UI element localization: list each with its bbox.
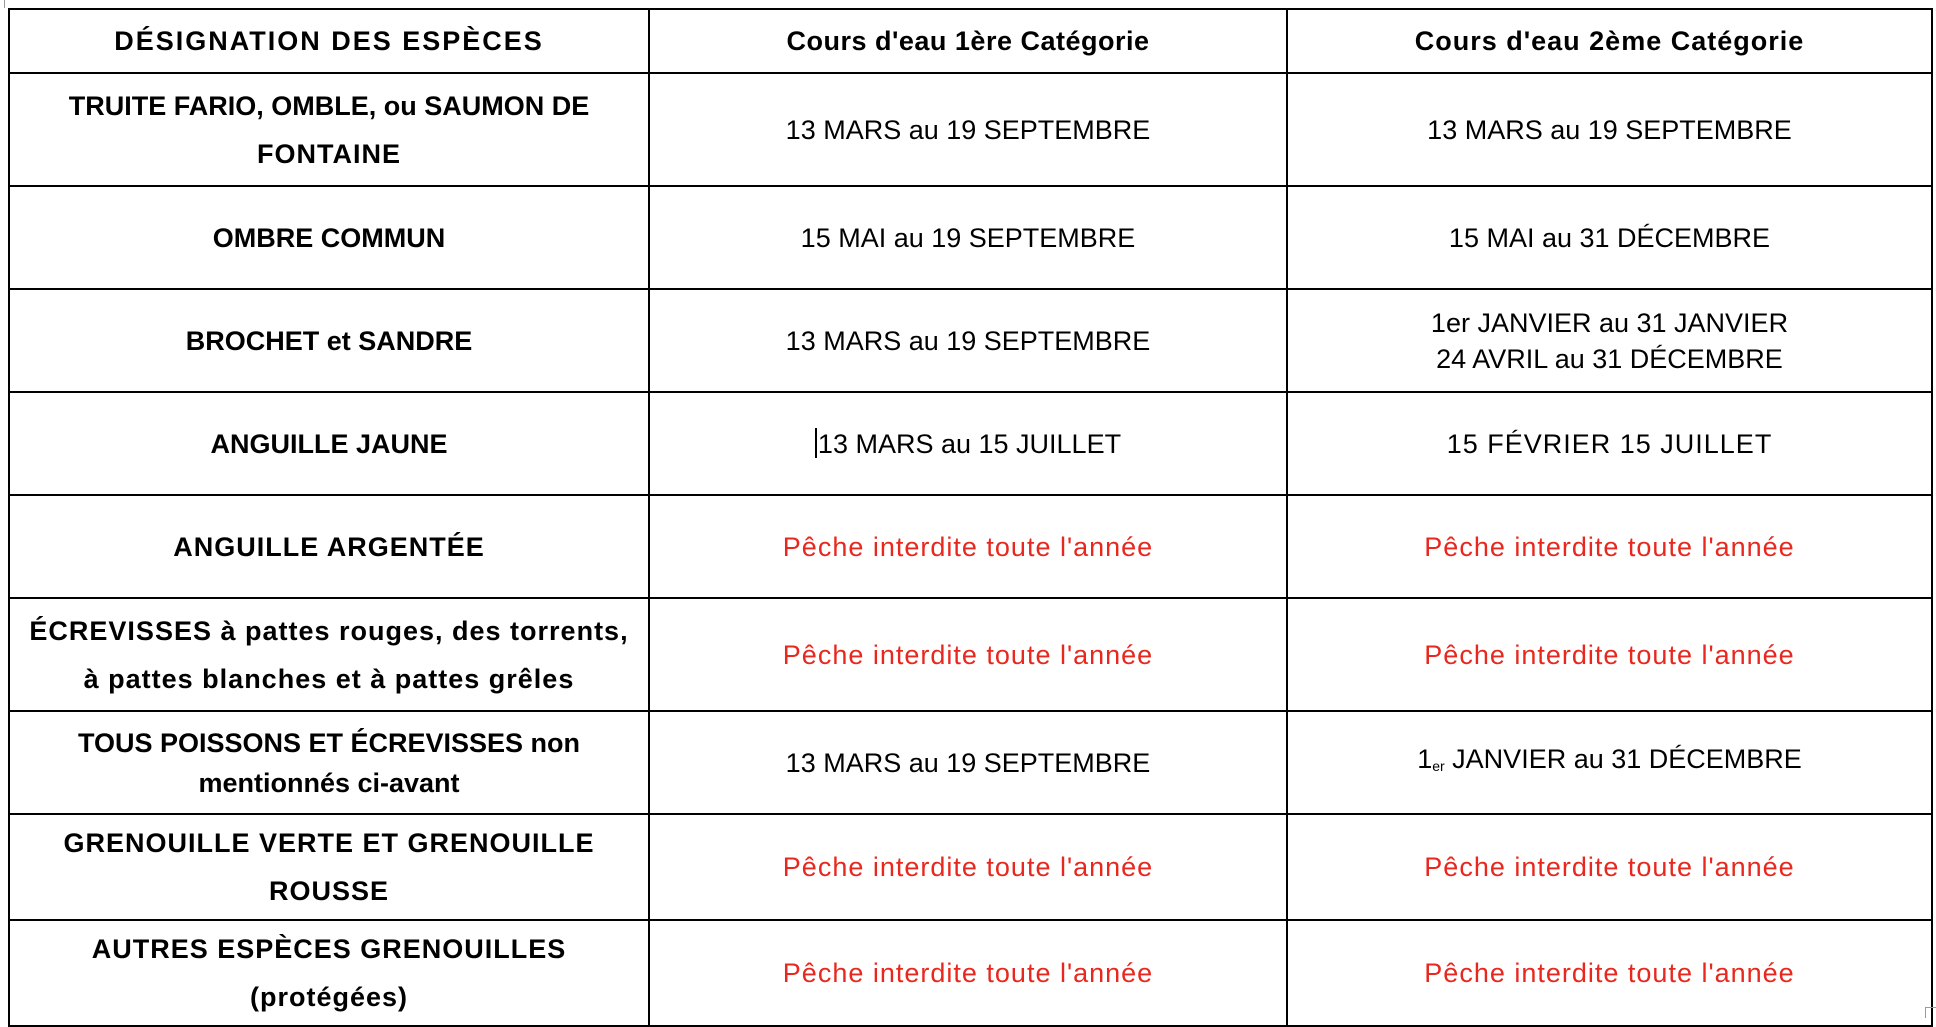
category-2-fishing-ban: Pêche interdite toute l'année bbox=[1287, 598, 1932, 711]
fishing-periods-table-wrapper bbox=[8, 8, 1933, 1027]
category-1-period: 15 MAI au 19 SEPTEMBRE bbox=[649, 186, 1287, 289]
text-cursor-caret bbox=[815, 428, 817, 458]
species-cell bbox=[9, 495, 649, 598]
species-cell bbox=[9, 392, 649, 495]
category-1-fishing-ban: Pêche interdite toute l'année bbox=[649, 598, 1287, 711]
table-header-row bbox=[9, 9, 1932, 73]
category-2-period bbox=[1287, 289, 1932, 392]
species-line: mentionnés ci-avant bbox=[198, 767, 460, 798]
period-rest: JANVIER au 31 DÉCEMBRE bbox=[1444, 744, 1802, 774]
species-line: TOUS POISSONS ET ÉCREVISSES non bbox=[77, 727, 581, 758]
species-cell bbox=[9, 598, 649, 711]
category-2-fishing-ban: Pêche interdite toute l'année bbox=[1287, 920, 1932, 1026]
period-line: 1er JANVIER au 31 JANVIER bbox=[1430, 307, 1789, 338]
species-cell bbox=[9, 920, 649, 1026]
header-category-2: Cours d'eau 2ème Catégorie bbox=[1287, 9, 1932, 73]
species-cell bbox=[9, 186, 649, 289]
ordinal-suffix: er bbox=[1432, 758, 1445, 774]
species-cell bbox=[9, 73, 649, 186]
table-row bbox=[9, 186, 1932, 289]
table-row bbox=[9, 289, 1932, 392]
category-1-period: 13 MARS au 19 SEPTEMBRE bbox=[649, 73, 1287, 186]
category-1-period[interactable] bbox=[649, 392, 1287, 495]
table-row bbox=[9, 920, 1932, 1026]
species-cell bbox=[9, 814, 649, 920]
species-line: OMBRE COMMUN bbox=[212, 222, 446, 253]
species-line: ÉCREVISSES à pattes rouges, des torrents, bbox=[29, 615, 629, 646]
table-row bbox=[9, 711, 1932, 814]
fishing-periods-table bbox=[8, 8, 1933, 1027]
category-1-period: 13 MARS au 19 SEPTEMBRE bbox=[649, 289, 1287, 392]
table-row bbox=[9, 495, 1932, 598]
species-line: à pattes blanches et à pattes grêles bbox=[83, 663, 575, 694]
species-cell bbox=[9, 711, 649, 814]
table-row bbox=[9, 598, 1932, 711]
period-line: 24 AVRIL au 31 DÉCEMBRE bbox=[1436, 343, 1783, 374]
period-day: 1 bbox=[1417, 744, 1433, 774]
clipped-top-text-strip bbox=[0, 0, 1936, 8]
species-line: AUTRES ESPÈCES GRENOUILLES (protégées) bbox=[91, 934, 567, 1012]
header-category-1: Cours d'eau 1ère Catégorie bbox=[649, 9, 1287, 73]
species-line: BROCHET et SANDRE bbox=[185, 325, 473, 356]
category-2-period bbox=[1287, 711, 1932, 814]
species-line: TRUITE FARIO, OMBLE, ou SAUMON DE bbox=[68, 90, 590, 121]
table-row bbox=[9, 73, 1932, 186]
category-1-period: 13 MARS au 19 SEPTEMBRE bbox=[649, 711, 1287, 814]
species-line: GRENOUILLE VERTE ET GRENOUILLE ROUSSE bbox=[63, 828, 595, 906]
category-1-fishing-ban: Pêche interdite toute l'année bbox=[649, 495, 1287, 598]
category-1-fishing-ban: Pêche interdite toute l'année bbox=[649, 814, 1287, 920]
species-line: FONTAINE bbox=[257, 138, 401, 169]
table-row bbox=[9, 392, 1932, 495]
category-2-fishing-ban: Pêche interdite toute l'année bbox=[1287, 495, 1932, 598]
species-line: ANGUILLE JAUNE bbox=[210, 428, 448, 459]
species-line: ANGUILLE ARGENTÉE bbox=[173, 531, 485, 562]
category-1-fishing-ban: Pêche interdite toute l'année bbox=[649, 920, 1287, 1026]
period-text: 13 MARS au 15 JUILLET bbox=[817, 428, 1122, 459]
category-2-period: 15 MAI au 31 DÉCEMBRE bbox=[1287, 186, 1932, 289]
category-2-fishing-ban: Pêche interdite toute l'année bbox=[1287, 814, 1932, 920]
table-row bbox=[9, 814, 1932, 920]
category-2-period: 15 FÉVRIER 15 JUILLET bbox=[1287, 392, 1932, 495]
page-corner-mark bbox=[1925, 1007, 1936, 1018]
category-2-period: 13 MARS au 19 SEPTEMBRE bbox=[1287, 73, 1932, 186]
species-cell bbox=[9, 289, 649, 392]
header-species-designation: DÉSIGNATION DES ESPÈCES bbox=[9, 9, 649, 73]
page-edge-mark bbox=[4, 0, 5, 8]
